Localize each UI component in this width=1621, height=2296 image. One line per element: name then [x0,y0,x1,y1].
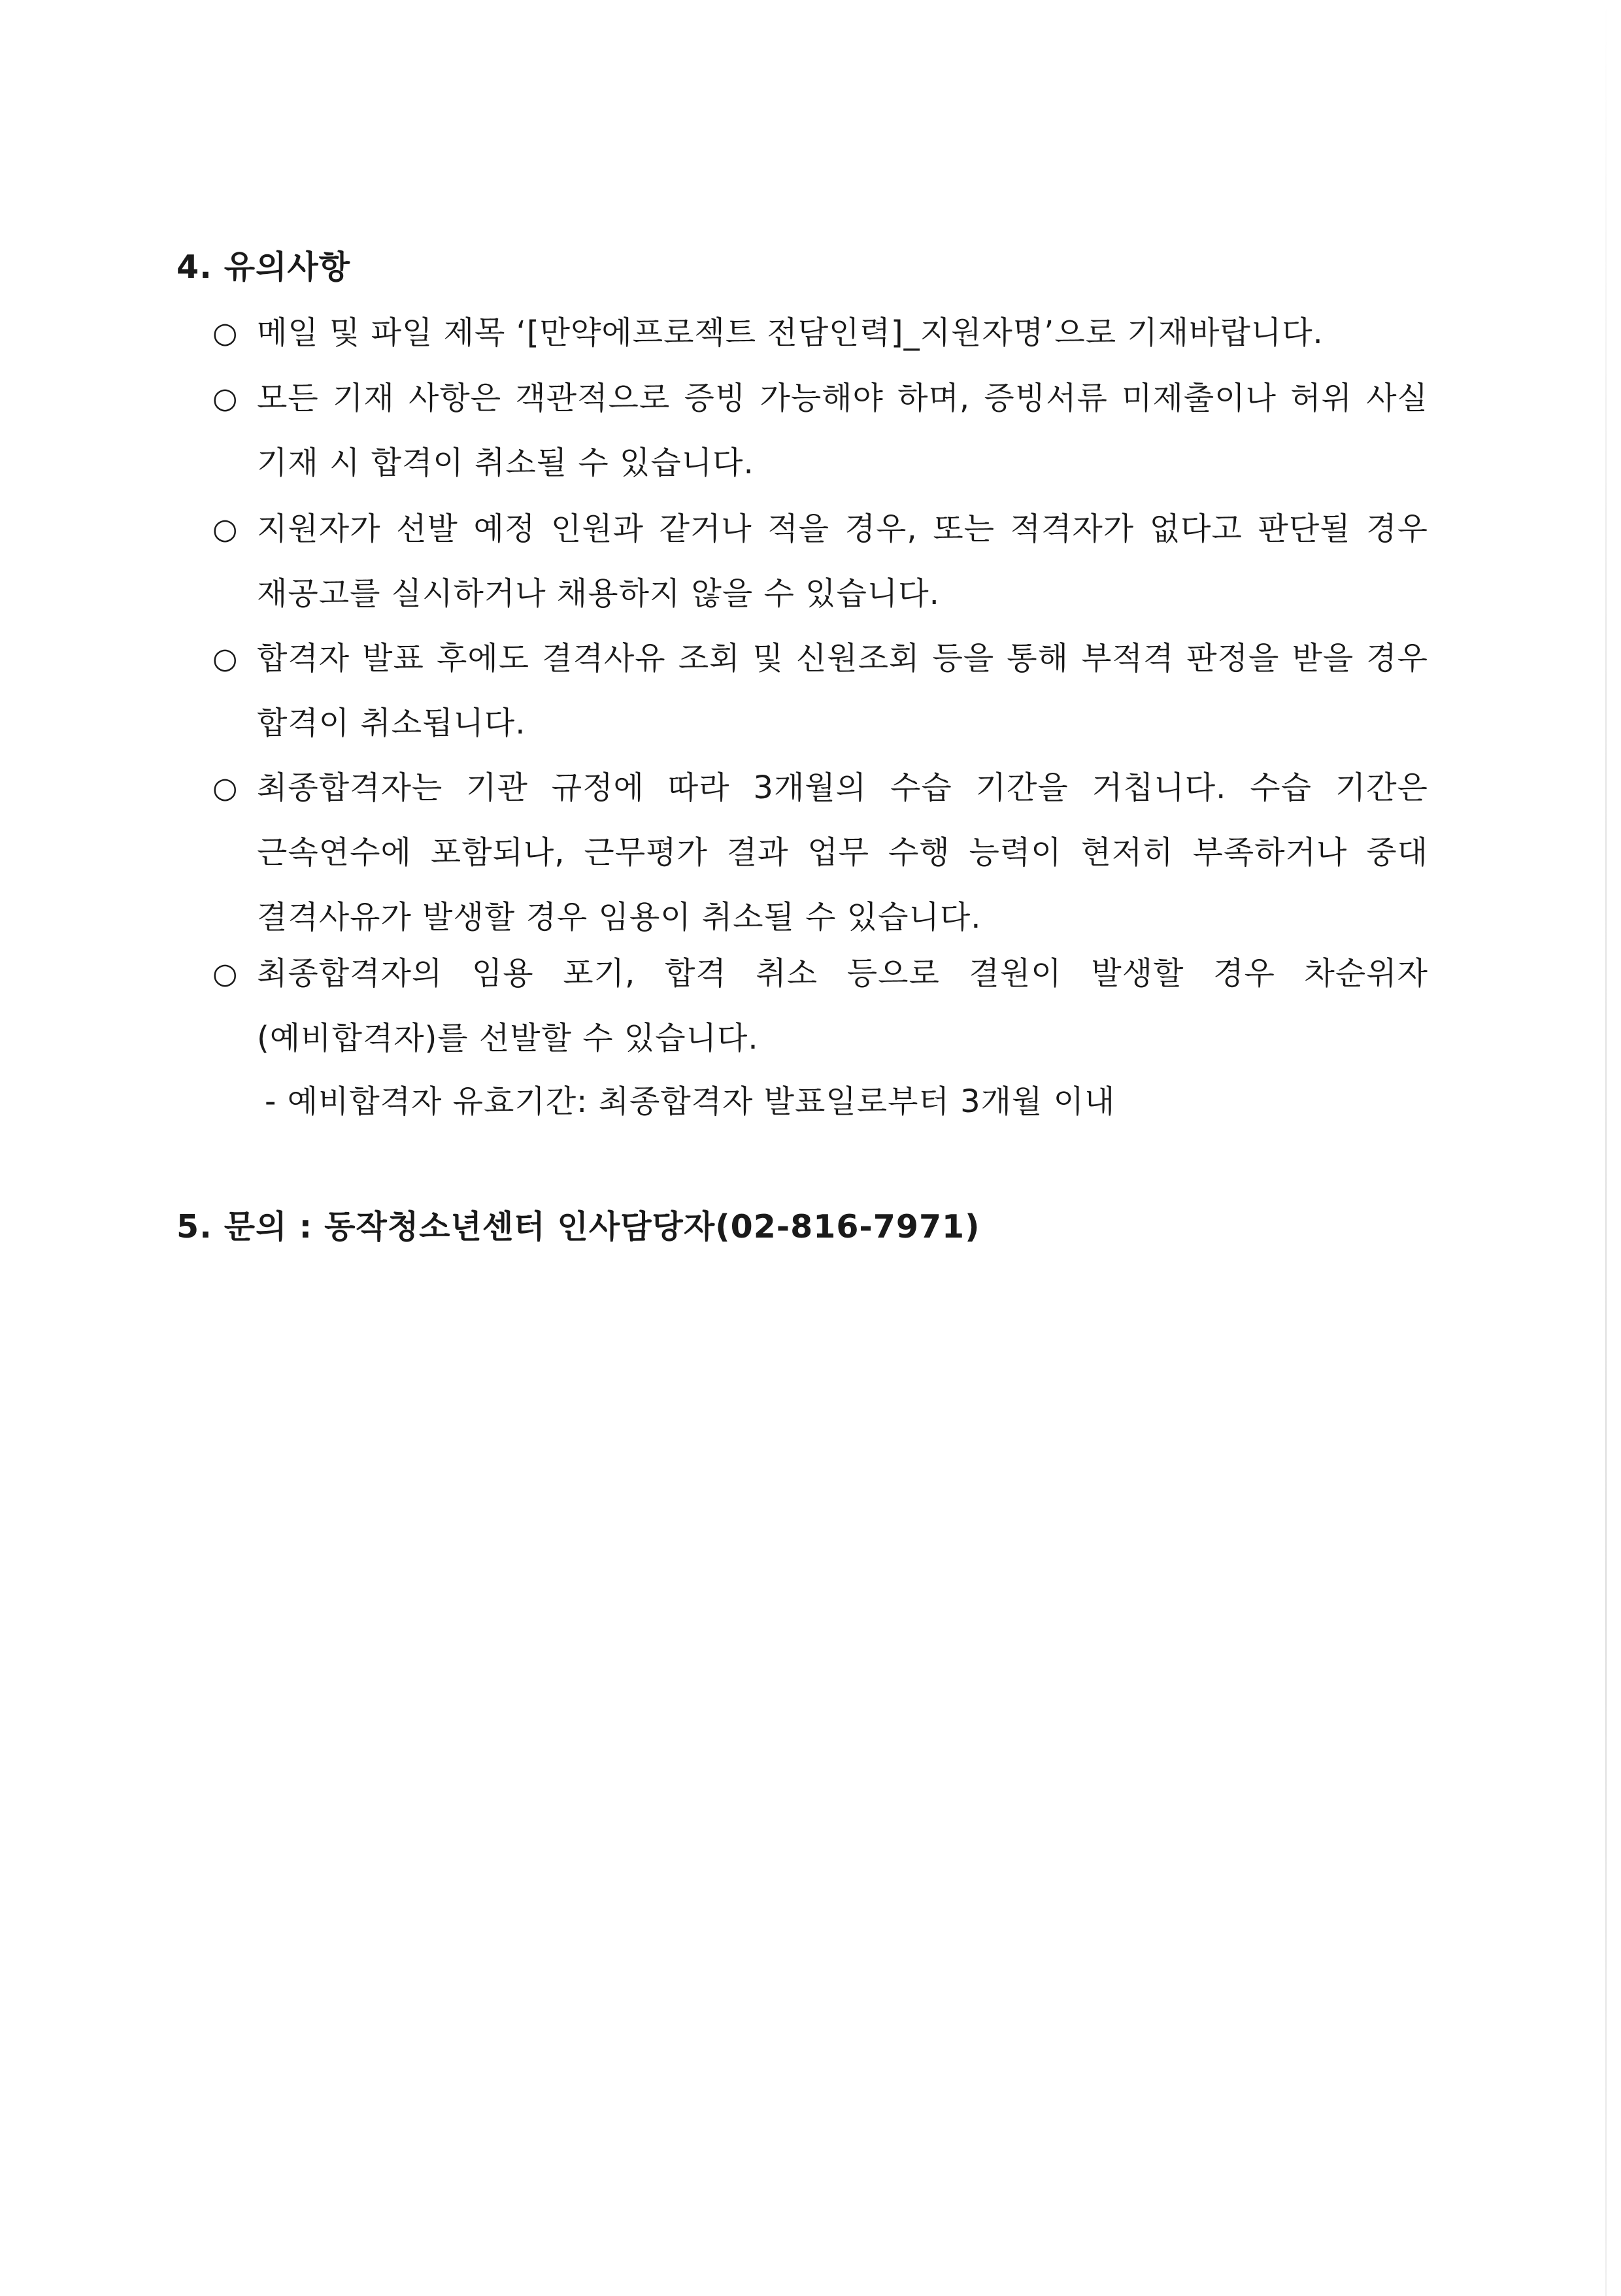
list-item [212,941,1428,1071]
list-item-text: 지원자가 선발 예정 인원과 같거나 적을 경우, 또는 적격자가 없다고 판단될 경우 재공고를 실시하거나 채용하지 않을 수 있습니다. [257,511,1428,612]
bullet-circle-icon: ○ [212,316,238,350]
list-item [212,366,1428,496]
section-heading-notes: 4. 유의사항 [176,248,351,286]
bullet-circle-icon: ○ [212,771,238,805]
scan-edge [1605,0,1607,2296]
list-item-text: 합격자 발표 후에도 결격사유 조회 및 신원조회 등을 통해 부적격 판정을 받을 경우 합격이 취소됩니다. [257,640,1428,741]
section-heading-contact: 5. 문의 : 동작청소년센터 인사담당자(02-816-7971) [176,1208,980,1245]
list-item [212,626,1428,756]
list-item [212,497,1428,626]
bullet-circle-icon: ○ [212,513,238,546]
list-item [212,756,1428,950]
list-item-text: 최종합격자는 기관 규정에 따라 3개월의 수습 기간을 거칩니다. 수습 기간은 근속연수에 포함되나, 근무평가 결과 업무 수행 능력이 현저히 부족하거나 중대 결격사유가 발생할 경우 임용이 취소될 수 있습니다. [257,769,1428,936]
list-item [212,301,1428,365]
bullet-circle-icon: ○ [212,382,238,415]
reserve-validity-note: - 예비합격자 유효기간: 최종합격자 발표일로부터 3개월 이내 [265,1083,1116,1120]
list-item-text: 모든 기재 사항은 객관적으로 증빙 가능해야 하며, 증빙서류 미제출이나 허위 사실 기재 시 합격이 취소될 수 있습니다. [257,380,1428,481]
bullet-circle-icon: ○ [212,957,238,990]
list-item-text: 최종합격자의 임용 포기, 합격 취소 등으로 결원이 발생할 경우 차순위자(예비합격자)를 선발할 수 있습니다. [257,955,1428,1056]
bullet-circle-icon: ○ [212,642,238,675]
list-item-text: 메일 및 파일 제목 ‘[만약에프로젝트 전담인력]_지원자명’으로 기재바랍니다. [257,314,1324,351]
